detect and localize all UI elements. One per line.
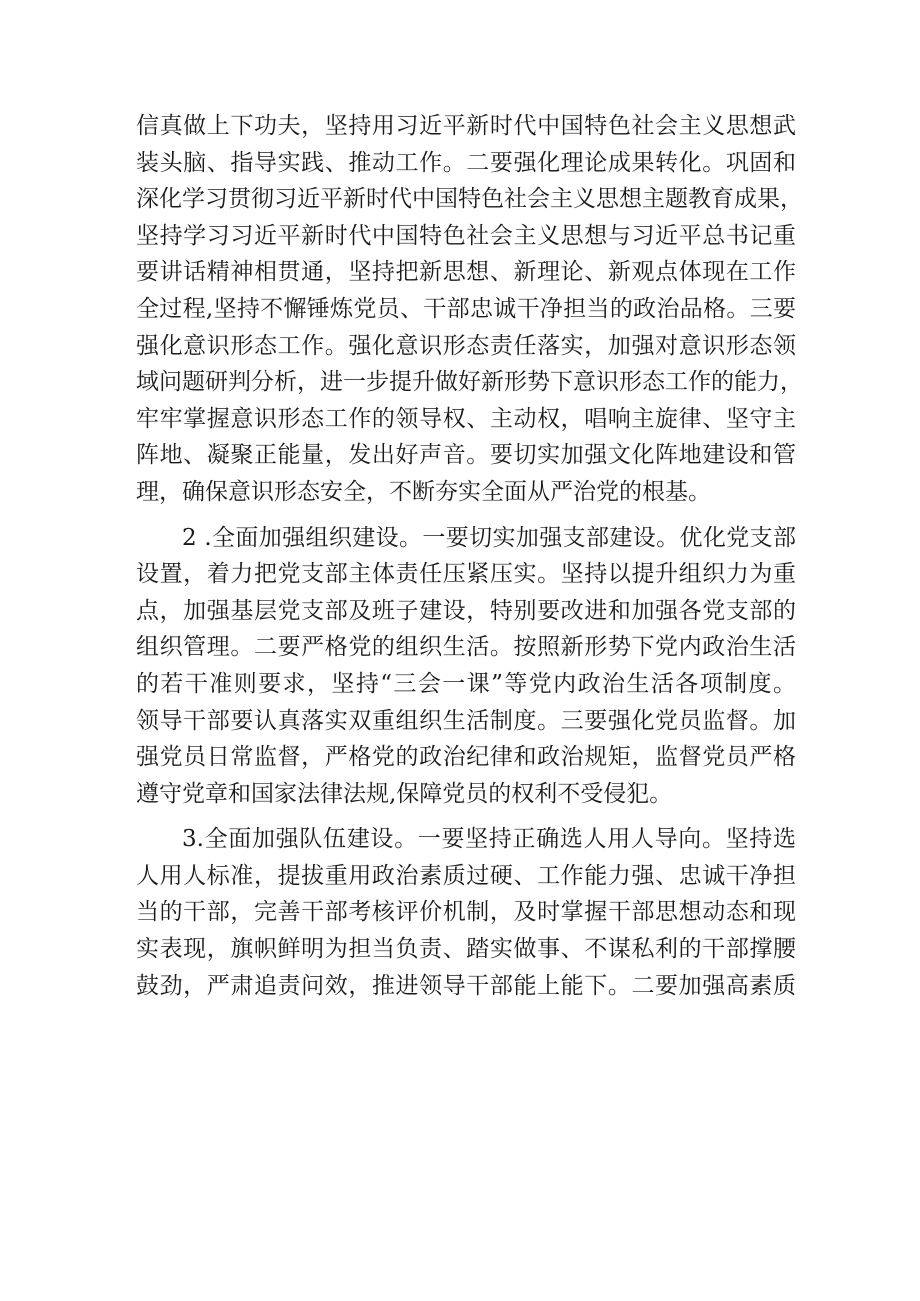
paragraph-gap	[136, 511, 796, 520]
paragraph-gap	[136, 812, 796, 821]
text-line: 3.全面加强队伍建设。一要坚持正确选人用人导向。坚持选	[182, 826, 796, 853]
text-line: 装头脑、指导实践、推动工作。二要强化理论成果转化。巩固和	[136, 149, 796, 176]
text-line: 领导干部要认真落实双重组织生活制度。三要强化党员监督。加	[136, 707, 796, 734]
text-line: 2 .全面加强组织建设。一要切实加强支部建设。优化党支部	[182, 524, 796, 551]
text-line: 强党员日常监督，严格党的政治纪律和政治规矩，监督党员严格	[136, 744, 796, 771]
document-body	[136, 108, 803, 1004]
text-line: 人用人标准，提拔重用政治素质过硬、工作能力强、忠诚干净担	[136, 862, 796, 889]
text-line: 点，加强基层党支部及班子建设，特别要改进和加强各党支部的	[136, 597, 796, 624]
text-line: 全过程,坚持不懈锤炼党员、干部忠诚干净担当的政治品格。三要	[136, 295, 796, 322]
text-line: 阵地、凝聚正能量，发出好声音。要切实加强文化阵地建设和管	[136, 442, 796, 469]
text-line: 信真做上下功夫，坚持用习近平新时代中国特色社会主义思想武	[136, 113, 796, 139]
text-line: 强化意识形态工作。强化意识形态责任落实，加强对意识形态领	[136, 332, 796, 359]
text-line: 牢牢掌握意识形态工作的领导权、主动权，唱响主旋律、坚守主	[136, 405, 796, 432]
text-line: 当的干部，完善干部考核评价机制，及时掌握干部思想动态和现	[136, 899, 796, 926]
text-line: 的若干准则要求，坚持“三会一课”等党内政治生活各项制度。	[136, 670, 796, 697]
text-line: 鼓劲，严肃追责问效，推进领导干部能上能下。二要加强高素质	[136, 972, 796, 999]
text-line: 遵守党章和国家法律法规,保障党员的权利不受侵犯。	[136, 780, 673, 807]
text-line: 组织管理。二要严格党的组织生活。按照新形势下党内政治生活	[136, 634, 796, 661]
text-line: 设置，着力把党支部主体责任压紧压实。坚持以提升组织力为重	[136, 561, 796, 588]
text-line: 实表现，旗帜鲜明为担当负责、踏实做事、不谋私利的干部撑腰	[136, 936, 796, 963]
text-line: 要讲话精神相贯通，坚持把新思想、新理论、新观点体现在工作	[136, 259, 796, 286]
text-line: 深化学习贯彻习近平新时代中国特色社会主义思想主题教育成果，	[136, 186, 803, 213]
text-line: 域问题研判分析，进一步提升做好新形势下意识形态工作的能力，	[136, 369, 803, 396]
text-line: 理，确保意识形态安全，不断夯实全面从严治党的根基。	[136, 478, 711, 505]
text-line: 坚持学习习近平新时代中国特色社会主义思想与习近平总书记重	[136, 222, 796, 249]
